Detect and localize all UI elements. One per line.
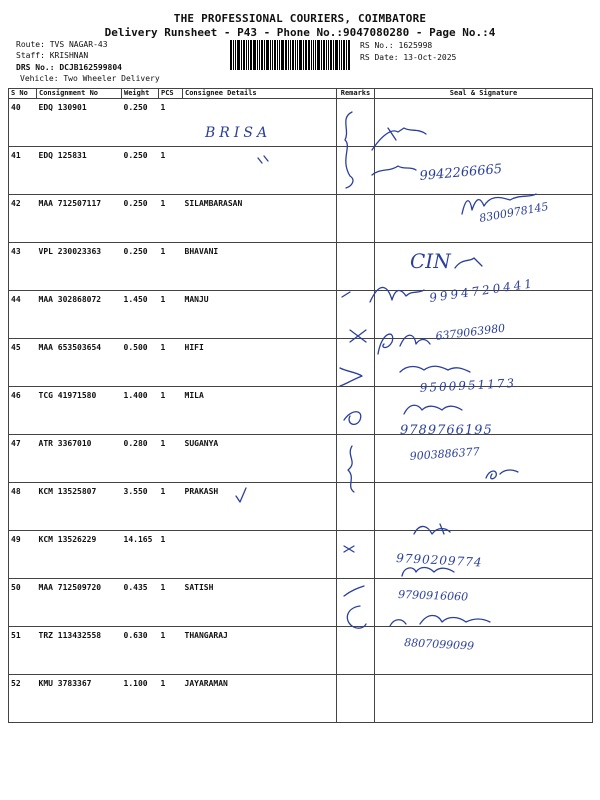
rs-date: RS Date: 13-Oct-2025 bbox=[360, 53, 457, 62]
cell-weight: 1.100 bbox=[122, 675, 159, 723]
cell-weight: 0.280 bbox=[122, 435, 159, 483]
barcode-bar bbox=[253, 40, 256, 70]
table-row bbox=[9, 483, 593, 531]
cell-weight: 0.250 bbox=[122, 243, 159, 291]
barcode-bar bbox=[343, 40, 345, 70]
barcode-bar bbox=[321, 40, 322, 70]
table-row bbox=[9, 291, 593, 339]
cell-consignee: JAYARAMAN bbox=[183, 675, 337, 723]
cell-consignment-no: EDQ 125831 bbox=[37, 147, 122, 195]
cell-consignment-no: ATR 3367010 bbox=[37, 435, 122, 483]
table-row bbox=[9, 387, 593, 435]
cell-consignment-no: VPL 230023363 bbox=[37, 243, 122, 291]
cell-consignee bbox=[183, 531, 337, 579]
cell-seal-signature bbox=[375, 483, 593, 531]
handwritten-phone-47: 9789766195 bbox=[400, 423, 493, 438]
table-row bbox=[9, 675, 593, 723]
cell-consignee: SUGANYA bbox=[183, 435, 337, 483]
barcode-bar bbox=[348, 40, 350, 70]
cell-seal-signature bbox=[375, 291, 593, 339]
barcode-bar bbox=[305, 40, 307, 70]
barcode-bar bbox=[303, 40, 304, 70]
cell-pcs: 1 bbox=[159, 147, 183, 195]
cell-weight: 14.165 bbox=[122, 531, 159, 579]
runsheet-subtitle: Delivery Runsheet - P43 - Phone No.:9047080280 - Page No.:4 bbox=[104, 26, 496, 39]
cell-weight: 0.630 bbox=[122, 627, 159, 675]
cell-consignment-no: KCM 13525807 bbox=[37, 483, 122, 531]
barcode-bar bbox=[323, 40, 325, 70]
cell-remarks bbox=[337, 579, 375, 627]
cell-pcs: 1 bbox=[159, 99, 183, 147]
cell-pcs: 1 bbox=[159, 435, 183, 483]
table-row bbox=[9, 243, 593, 291]
cell-weight: 0.435 bbox=[122, 579, 159, 627]
barcode-bar bbox=[281, 40, 284, 70]
col-header-pcs: PCS bbox=[159, 89, 183, 99]
barcode-bar bbox=[248, 40, 249, 70]
cell-consignee: MANJU bbox=[183, 291, 337, 339]
barcode-bar bbox=[341, 40, 342, 70]
cell-seal-signature bbox=[375, 147, 593, 195]
barcode-bar bbox=[237, 40, 240, 70]
barcode-bar bbox=[241, 40, 242, 70]
barcode-bar bbox=[233, 40, 234, 70]
cell-consignment-no: MAA 302868072 bbox=[37, 291, 122, 339]
barcode-bar bbox=[235, 40, 236, 70]
cell-seal-signature bbox=[375, 627, 593, 675]
cell-consignment-no: MAA 712507117 bbox=[37, 195, 122, 243]
cell-pcs: 1 bbox=[159, 243, 183, 291]
barcode-bar bbox=[326, 40, 327, 70]
barcode-bar bbox=[333, 40, 334, 70]
col-header-consignment: Consignment No bbox=[37, 89, 122, 99]
cell-remarks bbox=[337, 99, 375, 147]
cell-weight: 0.250 bbox=[122, 147, 159, 195]
handwritten-phone-46: 9500951173 bbox=[419, 375, 517, 395]
barcode-bar bbox=[317, 40, 320, 70]
barcode-bar bbox=[290, 40, 291, 70]
table-row bbox=[9, 627, 593, 675]
handwritten-name-43: CIN bbox=[410, 249, 451, 273]
barcode-bar bbox=[311, 40, 312, 70]
cell-pcs: 1 bbox=[159, 195, 183, 243]
handwritten-phone-42: 8300978145 bbox=[478, 199, 550, 225]
cell-sno: 52 bbox=[9, 675, 37, 723]
cell-sno: 50 bbox=[9, 579, 37, 627]
barcode-bar bbox=[339, 40, 340, 70]
barcode-bar bbox=[297, 40, 298, 70]
barcode-bar bbox=[279, 40, 280, 70]
cell-remarks bbox=[337, 627, 375, 675]
barcode-bar bbox=[292, 40, 294, 70]
cell-consignee: BHAVANI bbox=[183, 243, 337, 291]
cell-remarks bbox=[337, 435, 375, 483]
table-row bbox=[9, 435, 593, 483]
cell-sno: 48 bbox=[9, 483, 37, 531]
cell-consignee: PRAKASH bbox=[183, 483, 337, 531]
barcode-bar bbox=[346, 40, 347, 70]
handwritten-phone-52: 8807099099 bbox=[403, 636, 475, 653]
table-row bbox=[9, 99, 593, 147]
handwritten-phone-44: 9994720441 bbox=[428, 276, 536, 305]
cell-weight: 1.450 bbox=[122, 291, 159, 339]
cell-consignment-no: EDQ 130901 bbox=[37, 99, 122, 147]
table-row bbox=[9, 579, 593, 627]
barcode-bar bbox=[335, 40, 338, 70]
barcode-bar bbox=[270, 40, 271, 70]
cell-pcs: 1 bbox=[159, 291, 183, 339]
cell-remarks bbox=[337, 291, 375, 339]
cell-weight: 0.500 bbox=[122, 339, 159, 387]
cell-sno: 46 bbox=[9, 387, 37, 435]
company-title: THE PROFESSIONAL COURIERS, COIMBATORE bbox=[173, 12, 427, 25]
cell-sno: 49 bbox=[9, 531, 37, 579]
cell-seal-signature bbox=[375, 675, 593, 723]
handwritten-phone-50: 9790209774 bbox=[395, 551, 483, 570]
handwritten-name-40: BRISA bbox=[205, 125, 272, 141]
col-header-consignee: Consignee Details bbox=[183, 89, 337, 99]
cell-sno: 51 bbox=[9, 627, 37, 675]
barcode-bar bbox=[264, 40, 265, 70]
cell-remarks bbox=[337, 243, 375, 291]
route-label: Route: TVS NAGAR-43 bbox=[16, 40, 108, 49]
table-header-row bbox=[9, 89, 593, 99]
cell-consignee: SATISH bbox=[183, 579, 337, 627]
table-row bbox=[9, 147, 593, 195]
table-row bbox=[9, 339, 593, 387]
cell-remarks bbox=[337, 147, 375, 195]
col-header-remarks: Remarks bbox=[337, 89, 375, 99]
barcode-bar bbox=[230, 40, 232, 70]
col-header-sno: S No bbox=[9, 89, 37, 99]
vehicle-label: Vehicle: Two Wheeler Delivery bbox=[20, 74, 160, 83]
barcode-bar bbox=[308, 40, 310, 70]
cell-consignee: THANGARAJ bbox=[183, 627, 337, 675]
barcode-bar bbox=[330, 40, 332, 70]
cell-consignment-no: MAA 653503654 bbox=[37, 339, 122, 387]
cell-pcs: 1 bbox=[159, 531, 183, 579]
barcode-bar bbox=[295, 40, 296, 70]
cell-weight: 0.250 bbox=[122, 99, 159, 147]
barcode-bar bbox=[315, 40, 316, 70]
cell-seal-signature bbox=[375, 435, 593, 483]
cell-consignment-no: TRZ 113432558 bbox=[37, 627, 122, 675]
drs-number: DRS No.: DCJB162599804 bbox=[16, 63, 122, 72]
barcode-bar bbox=[266, 40, 269, 70]
cell-consignee: SILAMBARASAN bbox=[183, 195, 337, 243]
cell-remarks bbox=[337, 339, 375, 387]
cell-sno: 45 bbox=[9, 339, 37, 387]
cell-sno: 43 bbox=[9, 243, 37, 291]
col-header-seal: Seal & Signature bbox=[375, 89, 593, 99]
cell-pcs: 1 bbox=[159, 339, 183, 387]
cell-seal-signature bbox=[375, 579, 593, 627]
barcode-bar bbox=[257, 40, 258, 70]
barcode-bar bbox=[299, 40, 302, 70]
runsheet-table bbox=[8, 88, 593, 723]
cell-pcs: 1 bbox=[159, 579, 183, 627]
cell-pcs: 1 bbox=[159, 387, 183, 435]
cell-remarks bbox=[337, 531, 375, 579]
cell-sno: 40 bbox=[9, 99, 37, 147]
cell-sno: 47 bbox=[9, 435, 37, 483]
cell-weight: 1.400 bbox=[122, 387, 159, 435]
cell-seal-signature bbox=[375, 243, 593, 291]
cell-consignment-no: MAA 712509720 bbox=[37, 579, 122, 627]
barcode-bar bbox=[250, 40, 252, 70]
barcode-bar bbox=[288, 40, 289, 70]
cell-remarks bbox=[337, 195, 375, 243]
col-header-weight: Weight bbox=[122, 89, 159, 99]
cell-seal-signature bbox=[375, 195, 593, 243]
handwritten-phone-48: 9003886377 bbox=[409, 445, 481, 463]
cell-remarks bbox=[337, 483, 375, 531]
cell-consignee: MILA bbox=[183, 387, 337, 435]
cell-seal-signature bbox=[375, 99, 593, 147]
barcode-bar bbox=[285, 40, 287, 70]
barcode-bar bbox=[313, 40, 314, 70]
cell-consignee bbox=[183, 99, 337, 147]
barcode-bar bbox=[277, 40, 278, 70]
barcode-bar bbox=[328, 40, 329, 70]
cell-remarks bbox=[337, 675, 375, 723]
staff-label: Staff: KRISHNAN bbox=[16, 51, 89, 60]
table-row bbox=[9, 195, 593, 243]
cell-seal-signature bbox=[375, 339, 593, 387]
cell-consignment-no: TCG 41971580 bbox=[37, 387, 122, 435]
cell-weight: 3.550 bbox=[122, 483, 159, 531]
cell-sno: 41 bbox=[9, 147, 37, 195]
cell-seal-signature bbox=[375, 387, 593, 435]
rs-number: RS No.: 1625998 bbox=[360, 41, 433, 50]
cell-consignment-no: KMU 3783367 bbox=[37, 675, 122, 723]
barcode-bar bbox=[243, 40, 245, 70]
cell-consignee: HIFI bbox=[183, 339, 337, 387]
handwritten-phone-45: 6379063980 bbox=[434, 321, 506, 343]
barcode-bar bbox=[246, 40, 247, 70]
cell-pcs: 1 bbox=[159, 483, 183, 531]
table-row bbox=[9, 531, 593, 579]
cell-seal-signature bbox=[375, 531, 593, 579]
barcode bbox=[230, 40, 356, 70]
handwritten-phone-41: 9942266665 bbox=[419, 161, 503, 184]
cell-consignment-no: KCM 13526229 bbox=[37, 531, 122, 579]
cell-weight: 0.250 bbox=[122, 195, 159, 243]
cell-pcs: 1 bbox=[159, 627, 183, 675]
cell-pcs: 1 bbox=[159, 675, 183, 723]
barcode-bar bbox=[259, 40, 260, 70]
cell-remarks bbox=[337, 387, 375, 435]
table-body bbox=[9, 99, 593, 723]
barcode-bar bbox=[261, 40, 263, 70]
barcode-bar bbox=[274, 40, 276, 70]
cell-sno: 42 bbox=[9, 195, 37, 243]
barcode-bar bbox=[272, 40, 273, 70]
cell-sno: 44 bbox=[9, 291, 37, 339]
handwritten-phone-51: 9790916060 bbox=[397, 588, 469, 604]
cell-consignee bbox=[183, 147, 337, 195]
